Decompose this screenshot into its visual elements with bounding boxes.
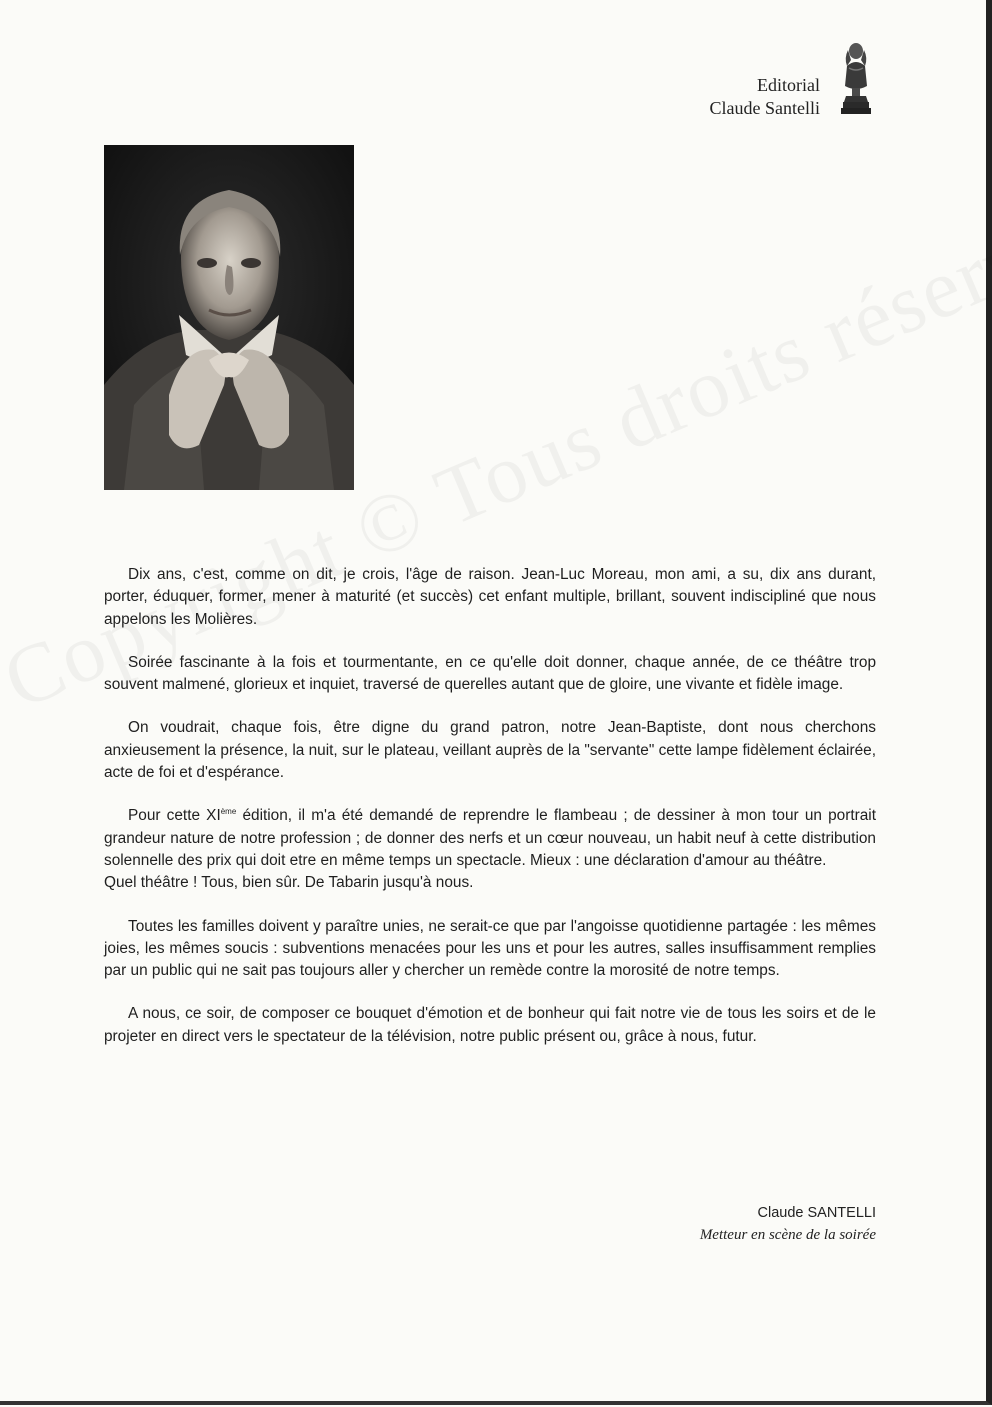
paragraph-4-text-end: édition, il m'a été demandé de reprendre le flambeau ; de dessiner à mon tour un portrait grandeur nature de notre profession ; de donner des nerfs et un cœur nouveau, un habit neuf à cette distribution solennelle des prix qui doit etre en même temps un spectacle. Mieux : une déclaration d'amour au théâtre. — [104, 807, 876, 869]
paragraph-6-text: A nous, ce soir, de composer ce bouquet d'émotion et de bonheur qui fait notre vie de tous les soirs et de le projeter en direct vers le spectateur de la télévision, notre public présent ou, grâce à nous, futur. — [104, 1005, 876, 1045]
section-title: Editorial — [757, 75, 820, 95]
header-author: Claude Santelli — [709, 98, 820, 118]
paragraph-1 — [104, 564, 876, 631]
editorial-body — [104, 564, 876, 1069]
paragraph-4-closing-line: Quel théâtre ! Tous, bien sûr. De Tabarin jusqu'à nous. — [104, 874, 474, 892]
edition-superscript: ème — [220, 807, 237, 817]
paragraph-5 — [104, 916, 876, 983]
paragraph-6 — [104, 1003, 876, 1048]
paragraph-1-text: Dix ans, c'est, comme on dit, je crois, l'âge de raison. Jean-Luc Moreau, mon ami, a su, dix ans durant, porter, éduquer, former, mener à maturité (et succès) cet enfant multiple, brillant, souvent indiscipliné que nous appelons les Molières. — [104, 566, 876, 628]
signature-name: Claude SANTELLI — [757, 1205, 876, 1221]
paragraph-4 — [104, 805, 876, 894]
paragraph-3 — [104, 717, 876, 784]
portrait-photo — [104, 145, 354, 490]
paragraph-2-text: Soirée fascinante à la fois et tourmentante, en ce qu'elle doit donner, chaque année, de ce théâtre trop souvent malmené, glorieux et inquiet, traversé de querelles autant que de gloire, une vivante et fidèle image. — [104, 653, 876, 694]
page-header — [710, 74, 820, 120]
paragraph-5-text: Toutes les familles doivent y paraître unies, ne serait-ce que par l'angoisse quotidienne partagée : les mêmes joies, les mêmes soucis : subventions menacées pour les uns et pour les autres, salles insuffisamment remplies par un public qui ne sait pas toujours aller y chercher un remède contre la morosité de notre temps. — [104, 917, 876, 980]
paragraph-4-text-start: Pour cette XI — [128, 807, 221, 825]
signature-role: Metteur en scène de la soirée — [699, 1227, 876, 1243]
signature-block — [700, 1202, 876, 1246]
paragraph-3-text: On voudrait, chaque fois, être digne du grand patron, notre Jean-Baptiste, dont nous cherchons anxieusement la présence, la nuit, sur le plateau, veillant auprès de la "servante" cette lampe fidèlement éclairée, acte de foi et d'espérance. — [104, 719, 876, 782]
paragraph-2 — [104, 652, 876, 697]
moliere-statuette-icon — [838, 42, 874, 116]
